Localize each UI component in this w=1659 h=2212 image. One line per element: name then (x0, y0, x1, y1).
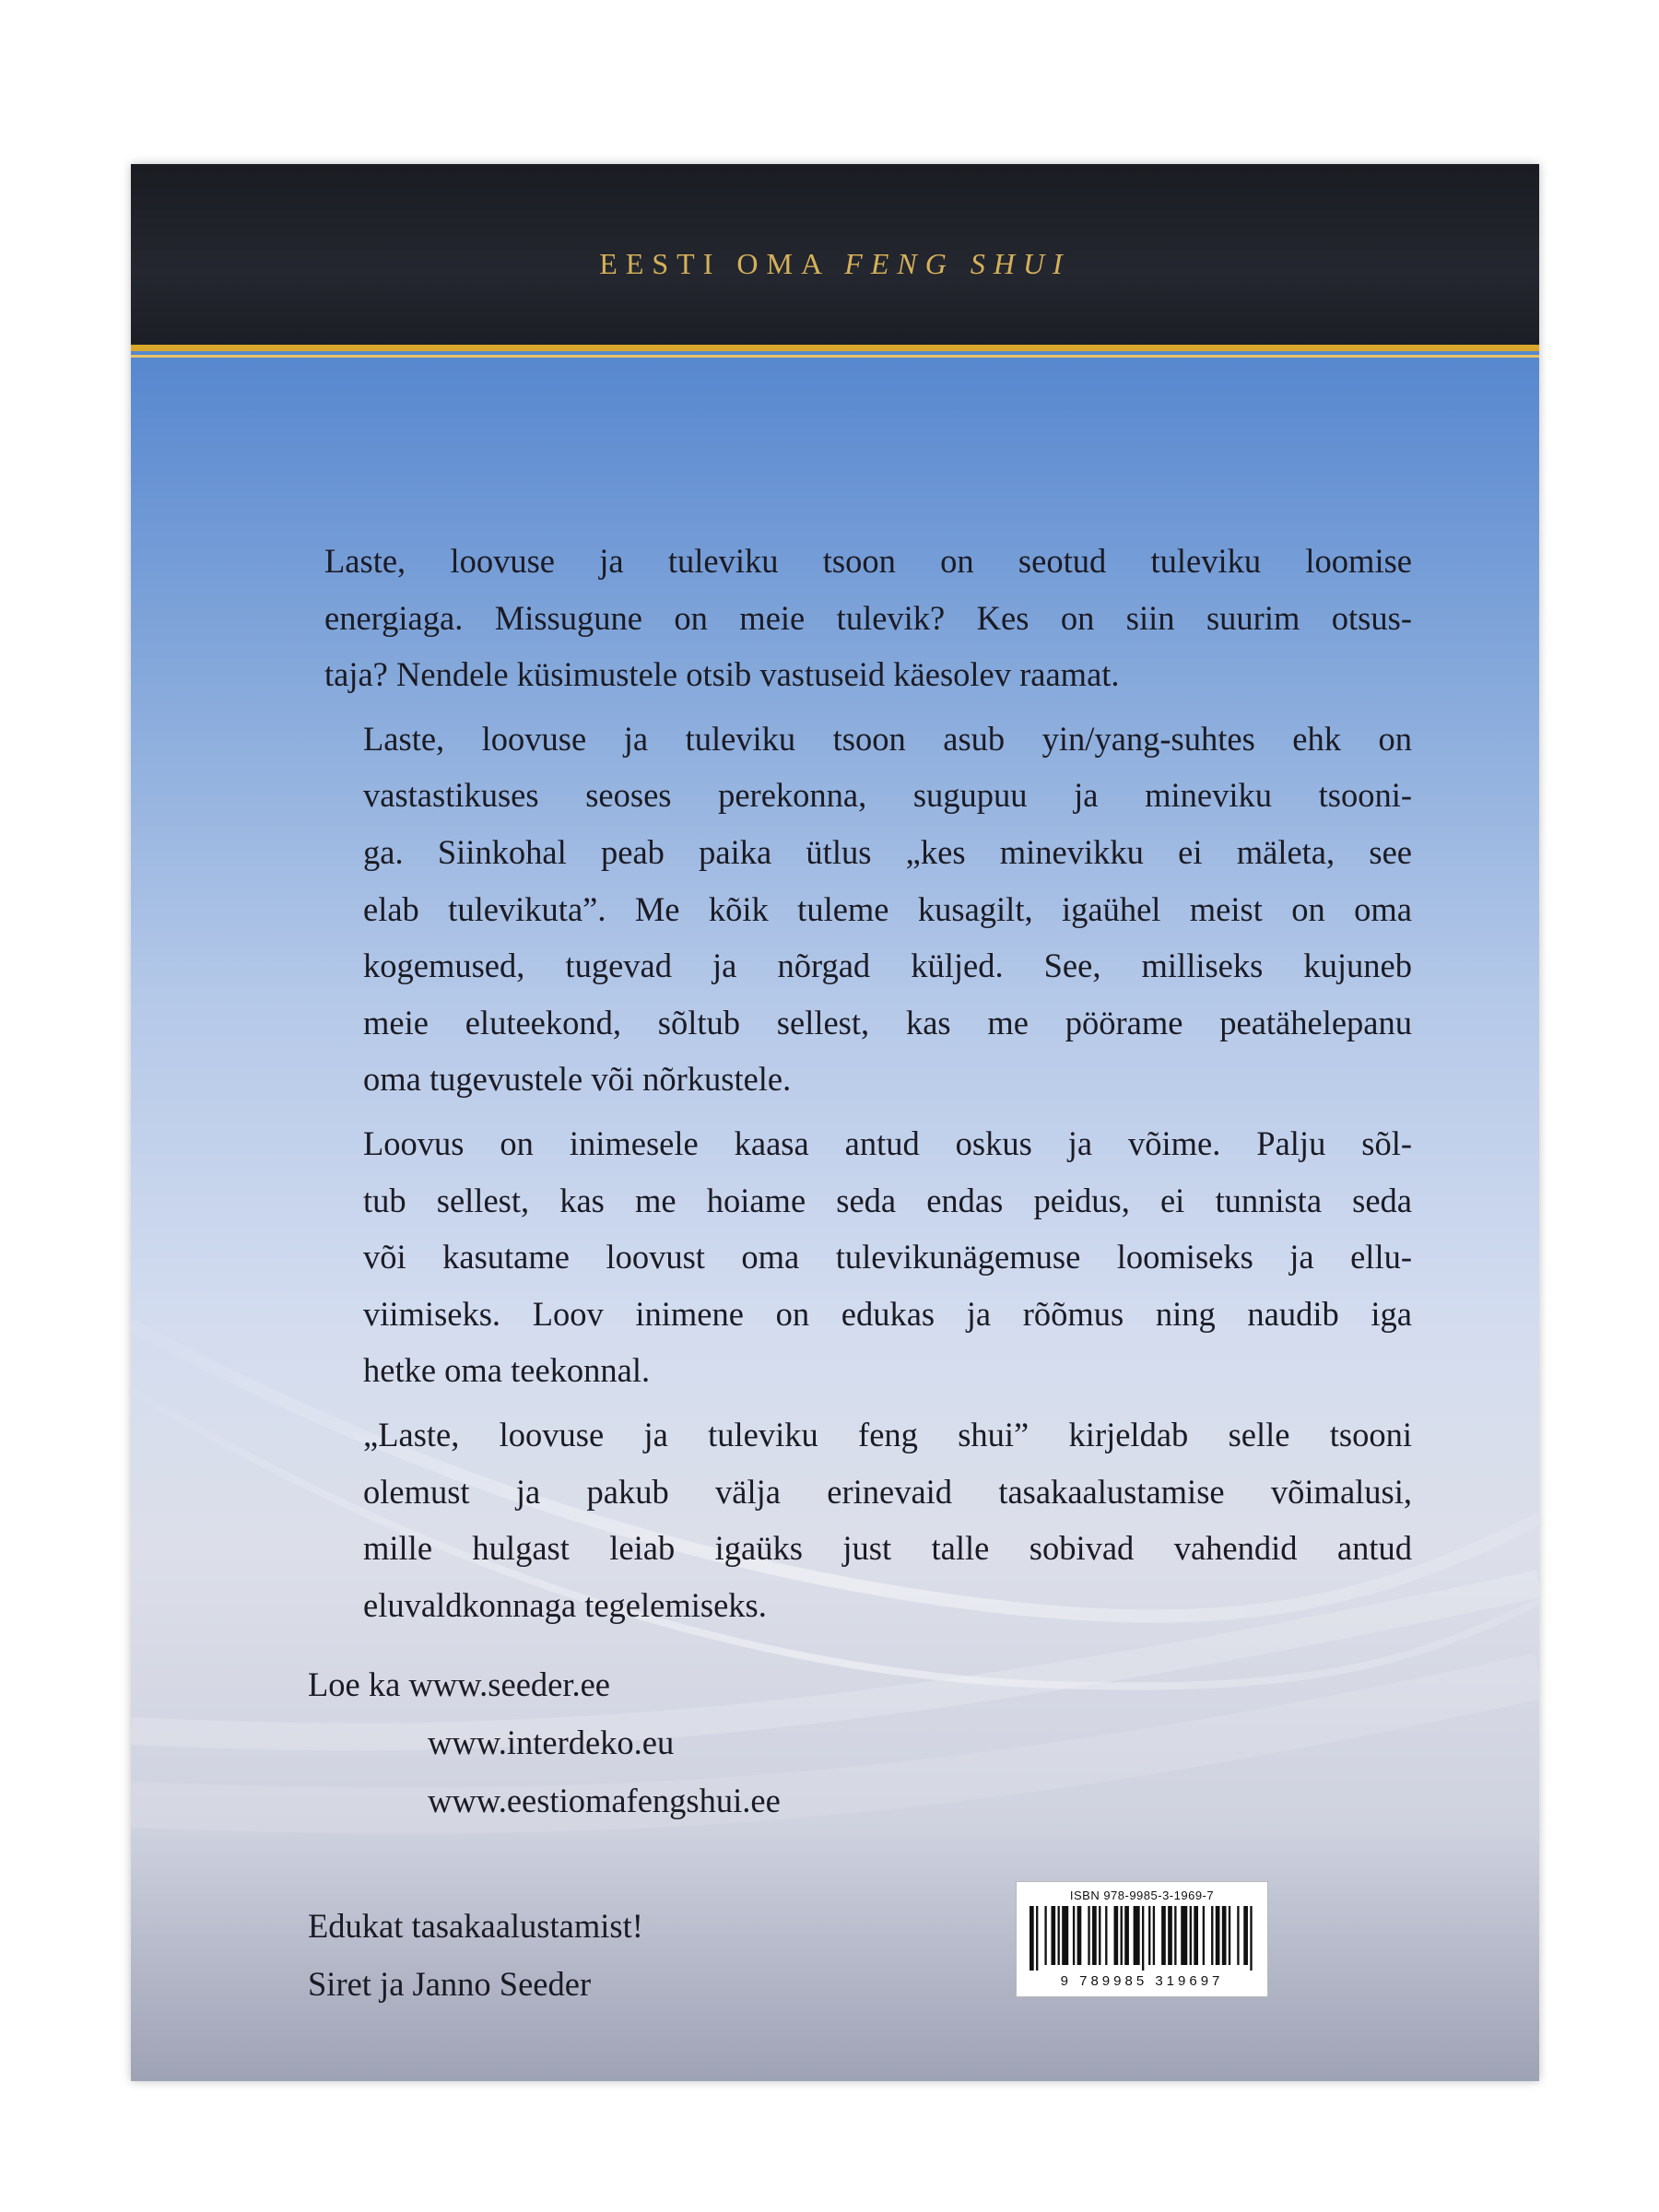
signoff-greeting: Edukat tasakaalustamist! (308, 1907, 643, 1945)
barcode-bar (1134, 1906, 1140, 1965)
barcode-bar (1161, 1906, 1166, 1965)
barcode-bar (1174, 1906, 1176, 1965)
barcode-bar (1181, 1906, 1187, 1965)
text-line: kogemused, tugevad ja nõrgad küljed. See, milliseks kujuneb (363, 947, 1412, 985)
barcode-bar (1105, 1906, 1107, 1965)
signoff (308, 1897, 643, 2013)
barcode-bar (1142, 1906, 1144, 1971)
barcode-bar (1058, 1906, 1060, 1965)
barcode-bar (1229, 1906, 1230, 1965)
paragraph-4 (324, 1406, 1412, 1633)
barcode-bar (1124, 1906, 1129, 1965)
paragraph-2 (324, 711, 1412, 1108)
text-line: vastastikuses seoses perekonna, sugupuu ja mineviku tsooni- (363, 776, 1412, 815)
barcode-bar (1250, 1906, 1252, 1971)
barcode-bar (1222, 1906, 1227, 1965)
isbn-number: ISBN 978-9985-3-1969-7 (1069, 1888, 1215, 1902)
text-line: tub sellest, kas me hoiame seda endas peidus, ei tunnista seda (363, 1181, 1412, 1219)
barcode-bar (1044, 1906, 1046, 1965)
barcode-bar (1243, 1906, 1248, 1965)
barcode-bar (1030, 1906, 1034, 1971)
barcode-digits: 9 789985 319697 (1060, 1973, 1224, 1989)
barcode-bar (1088, 1906, 1089, 1965)
barcode-bar (1121, 1906, 1123, 1965)
barcode-bar (1073, 1906, 1075, 1965)
barcode-bar (1062, 1906, 1068, 1965)
link-interdeko[interactable]: www.interdeko.eu (428, 1724, 675, 1761)
text-line: Loovus on inimesele kaasa antud oskus ja võime. Palju sõl- (363, 1124, 1412, 1162)
link-seeder[interactable]: www.seeder.ee (408, 1665, 611, 1703)
barcode-bar (1194, 1906, 1198, 1965)
text-line: hetke oma teekonnal. (363, 1351, 651, 1390)
text-line: taja? Nendele küsimustele otsib vastuseid käesolev raamat. (324, 655, 1120, 694)
barcode-bar (1092, 1906, 1097, 1965)
barcode-bar (1077, 1906, 1082, 1965)
paragraph-1 (324, 533, 1412, 703)
barcode-bar (1168, 1906, 1172, 1965)
book-back-cover (131, 164, 1539, 2081)
barcode-bar (1114, 1906, 1119, 1965)
series-title-italic: FENG SHUI (844, 247, 1071, 280)
barcode-bars (1030, 1906, 1254, 1971)
isbn-barcode (1016, 1881, 1268, 1997)
signoff-authors: Siret ja Janno Seeder (308, 1965, 592, 2003)
barcode-bar (1203, 1906, 1205, 1965)
link-eestiomafengshui[interactable]: www.eestiomafengshui.ee (428, 1782, 781, 1819)
text-line: oma tugevustele või nõrkustele. (363, 1060, 792, 1099)
text-line: viimiseks. Loov inimene on edukas ja rõõmus ning naudib iga (363, 1294, 1412, 1333)
barcode-bar (1216, 1906, 1220, 1965)
barcode-bar (1190, 1906, 1192, 1965)
barcode-bar (1099, 1906, 1100, 1965)
gold-stripe (131, 345, 1539, 351)
text-line: või kasutame loovust oma tulevikunägemuse loomiseks ja ellu- (363, 1238, 1412, 1277)
read-also-links (308, 1655, 781, 1830)
barcode-bar (1211, 1906, 1213, 1965)
gold-stripe-thin (131, 355, 1539, 358)
links-label: Loe ka (308, 1665, 401, 1703)
links-first-row (308, 1655, 781, 1713)
text-line: „Laste, loovuse ja tuleviku feng shui” kirjeldab selle tsooni (363, 1415, 1412, 1453)
text-line: eluvaldkonnaga tegelemiseks. (363, 1585, 767, 1624)
series-title (131, 247, 1539, 281)
barcode-bar (1051, 1906, 1055, 1965)
blurb-text (324, 533, 1412, 1633)
barcode-bar (1148, 1906, 1150, 1965)
series-title-plain: EESTI OMA (599, 247, 845, 280)
text-line: ga. Siinkohal peab paika ütlus „kes minevikku ei mäleta, see (363, 832, 1412, 871)
text-line: Laste, loovuse ja tuleviku tsoon on seotud tuleviku loomise (324, 542, 1412, 580)
text-line: elab tulevikuta”. Me kõik tuleme kusagilt, igaühel meist on oma (363, 889, 1412, 928)
barcode-bar (1036, 1906, 1038, 1971)
text-line: Laste, loovuse ja tuleviku tsoon asub yin/yang-suhtes ehk on (363, 719, 1412, 758)
barcode-bar (1153, 1906, 1155, 1965)
barcode-bar (1237, 1906, 1239, 1965)
header-band (131, 164, 1539, 345)
text-line: mille hulgast leiab igaüks just talle sobivad vahendid antud (363, 1529, 1412, 1568)
text-line: meie eluteekond, sõltub sellest, kas me pöörame peatähelepanu (363, 1003, 1412, 1041)
paragraph-3 (324, 1115, 1412, 1399)
text-line: energiaga. Missugune on meie tulevik? Kes on siin suurim otsus- (324, 598, 1412, 637)
text-line: olemust ja pakub välja erinevaid tasakaalustamise võimalusi, (363, 1472, 1412, 1511)
